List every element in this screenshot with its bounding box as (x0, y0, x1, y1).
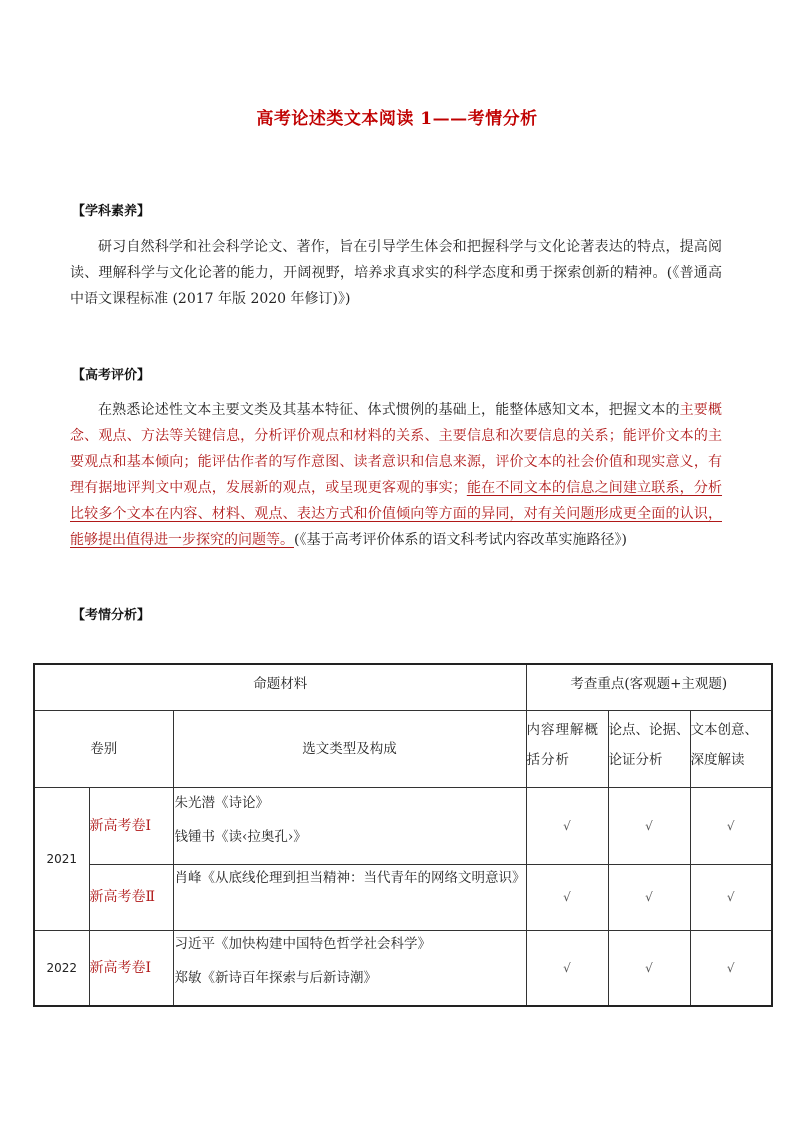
material-cell (173, 930, 526, 1006)
material-cell (173, 864, 526, 930)
header-material: 命题材料 (34, 664, 526, 710)
page-title: 高考论述类文本阅读 1——考情分析 (256, 109, 538, 129)
year-cell: 2022 (34, 930, 89, 1006)
material-item: 习近平《加快构建中国特色哲学社会科学》 (174, 935, 431, 952)
check-mark: √ (608, 864, 690, 930)
material-item: 郑敏《新诗百年探索与后新诗潮》 (174, 969, 377, 986)
col-paper: 卷别 (34, 710, 173, 787)
year-cell: 2021 (34, 787, 89, 930)
check-mark: √ (608, 787, 690, 864)
exam-analysis-table (33, 663, 773, 1007)
material-item: 钱锺书《读‹拉奥孔›》 (174, 828, 307, 845)
material-item: 朱光潜《诗论》 (174, 794, 269, 811)
material-cell (173, 787, 526, 864)
paper-cell: 新高考卷Ⅱ (89, 864, 173, 930)
paragraph-subject-literacy: 研习自然科学和社会科学论文、著作，旨在引导学生体会和把握科学与文化论著表达的特点，提高阅读、理解科学与文化论著的能力，开阔视野，培养求真求实的科学态度和勇于探索创新的精神。(《普通高中语文课程标准 (2017 年版 2020 年修订)》) (70, 239, 722, 307)
table-subheader-row (34, 710, 772, 787)
check-mark: √ (526, 930, 608, 1006)
table-header-row (34, 664, 772, 710)
check-mark: √ (526, 864, 608, 930)
header-focus: 考查重点(客观题+主观题) (526, 664, 772, 710)
check-mark: √ (690, 787, 772, 864)
check-mark: √ (526, 787, 608, 864)
evaluation-text-red: 主要概念、观点、方法等关键信息，分析评价观点和材料的关系、主要信息和次要信息的关系；能评价文本的主要观点和基本倾向；能评估作者的写作意图、读者意识和信息来源，评价文本的社会价值和现实意义，有理有据地评判文中观点，发展新的观点，或呈现更客观的事实； (70, 402, 722, 496)
evaluation-text-1: 在熟悉论述性文本主要文类及其基本特征、体式惯例的基础上，能整体感知文本，把握文本的 (98, 402, 680, 418)
col-content-understanding: 内容理解概括分析 (526, 710, 608, 787)
heading-subject-literacy: 【学科素养】 (72, 204, 151, 219)
heading-exam-analysis: 【考情分析】 (72, 608, 151, 623)
material-item: 肖峰《从底线伦理到担当精神：当代青年的网络文明意识》 (174, 869, 526, 886)
heading-exam-evaluation: 【高考评价】 (72, 368, 151, 383)
evaluation-source: (《基于高考评价体系的语文科考试内容改革实施路径》) (294, 532, 627, 548)
check-mark: √ (690, 864, 772, 930)
check-mark: √ (608, 930, 690, 1006)
col-creative-reading: 文本创意、深度解读 (690, 710, 772, 787)
evaluation-text-underlined: 能在不同文本的信息之间建立联系，分析比较多个文本在内容、材料、观点、表达方式和价值倾向等方面的异同，对有关问题形成更全面的认识，能够提出值得进一步探究的问题等。 (70, 480, 723, 548)
table-row (34, 864, 772, 930)
paragraph-exam-evaluation (70, 397, 722, 553)
paper-cell: 新高考卷Ⅰ (89, 930, 173, 1006)
check-mark: √ (690, 930, 772, 1006)
paper-cell: 新高考卷Ⅰ (89, 787, 173, 864)
col-type: 选文类型及构成 (173, 710, 526, 787)
table-row (34, 787, 772, 864)
col-argument-analysis: 论点、论据、论证分析 (608, 710, 690, 787)
table-row (34, 930, 772, 1006)
